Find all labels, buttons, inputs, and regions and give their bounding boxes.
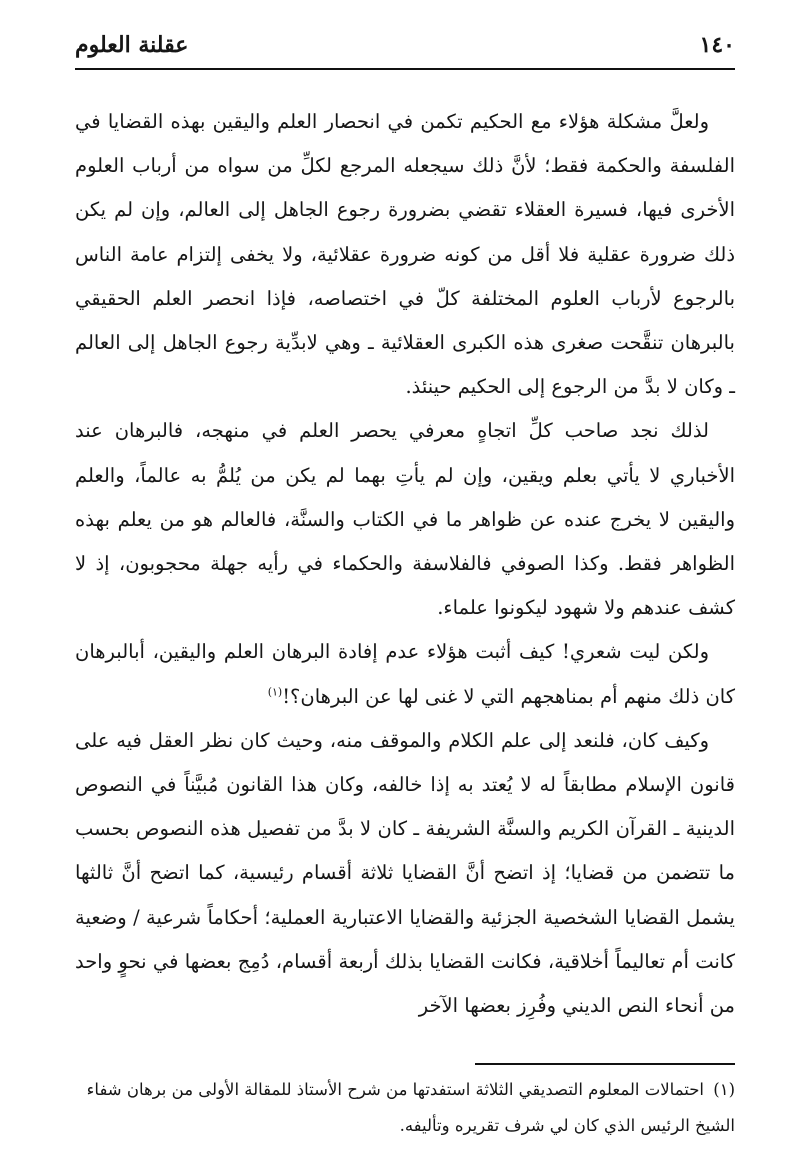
footnote (75, 1072, 735, 1144)
paragraph-text: وكيف كان، فلنعد إلى علم الكلام والموقف منه، وحيث كان نظر العقل فيه على قانون الإسلام مطابقاً له لا يُعتد به إذا خالفه، وكان هذا القانون مُبيَّناً في النصوص الدينية ـ القرآن الكريم والسنَّة الشريفة ـ كان لا بدَّ من تفصيل هذه النصوص بحسب ما تتضمن من قضايا؛ إذ اتضح أنَّ القضايا ثلاثة أقسام رئيسية، كما اتضح أنَّ ثالثها يشمل القضايا الشخصية الجزئية والقضايا الاعتبارية العملية؛ أحكاماً شرعية / وضعية كانت أم تعاليماً أخلاقية، فكانت القضايا بذلك أربعة أقسام، دُمِج بعضها في نحوٍ واحد من أنحاء النص الديني وفُرِز بعضها الآخر (75, 728, 735, 1018)
running-title: عقلنة العلوم (75, 32, 189, 58)
footnote-text: احتمالات المعلوم التصديقي الثلاثة استفدتها من شرح الأستاذ للمقالة الأولى من برهان شفاء الشيخ الرئيس الذي كان لي شرف تقريره وتأليفه. (86, 1080, 735, 1135)
header-divider (75, 68, 735, 70)
page-number: ١٤٠ (699, 32, 735, 58)
paragraph (75, 630, 735, 718)
footnotes (75, 1072, 735, 1144)
paragraph-text: ولكن ليت شعري! كيف أثبت هؤلاء عدم إفادة البرهان العلم واليقين، أبالبرهان كان ذلك منهم أم بمناهجهم التي لا غنى لها عن البرهان؟! (75, 640, 735, 708)
paragraph-text: لذلك نجد صاحب كلِّ اتجاهٍ معرفي يحصر العلم في منهجه، فالبرهان عند الأخباري لا يأتي بعلم ويقين، وإن لم يأتِ بهما لم يكن من يُلمُّ به عالماً، والعلم واليقين لا يخرج عنده عن ظواهر ما في الكتاب والسنَّة، فالعالم هو من يعلم بهذه الظواهر فقط. وكذا الصوفي فالفلاسفة والحكماء في رأيه جهلة محجوبون، إذ لا كشف عندهم ولا شهود ليكونوا علماء. (75, 419, 735, 620)
paragraph-text: ولعلَّ مشكلة هؤلاء مع الحكيم تكمن في انحصار العلم واليقين بهذه القضايا في الفلسفة والحكمة فقط؛ لأنَّ ذلك سيجعله المرجع لكلِّ من سواه من أرباب العلوم الأخرى فيها، فسيرة العقلاء تقضي بضرورة رجوع الجاهل إلى العالم، وإن لم يكن ذلك ضرورة عقلية فلا أقل من كونه ضرورة عقلائية، ولا يخفى إلتزام عامة الناس بالرجوع لأرباب العلوم المختلفة كلّ في اختصاصه، فإذا انحصر العلم الحقيقي بالبرهان تنقَّحت صغرى هذه الكبرى العقلائية ـ وهي لابدِّية رجوع الجاهل إلى العالم ـ وكان لا بدَّ من الرجوع إلى الحكيم حينئذ. (75, 110, 735, 399)
footnote-divider (475, 1063, 735, 1065)
body-text (75, 100, 735, 1028)
paragraph (75, 719, 735, 1028)
footnote-reference[interactable]: (١) (267, 685, 283, 699)
footnote-number: (١) (713, 1080, 735, 1099)
paragraph (75, 100, 735, 409)
page-header (75, 28, 735, 66)
paragraph (75, 409, 735, 630)
